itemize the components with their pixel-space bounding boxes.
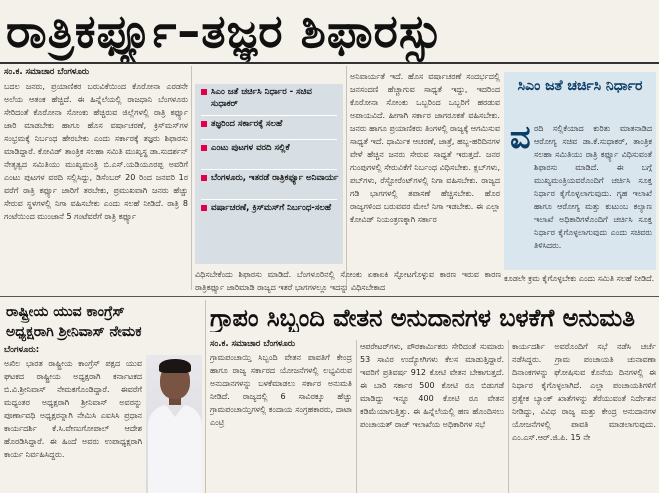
main-byline: ಸಂ.ಕ. ಸಮಾಚಾರ ಬೆಂಗಳೂರು — [4, 67, 90, 77]
column-divider — [356, 340, 357, 493]
side-story-body: ರದಿ ಸಲ್ಲಿಕೆಯಾದ ಕುರಿತು ಮಾತನಾಡಿದ ಆರೋಗ್ಯ ಸಚಿವ ಡಾ.ಕೆ.ಸುಧಾಕರ್, ತಾಂತ್ರಿಕ ಸಲಹಾ ಸಮಿತಿಯು ರಾತ್ರಿ ಕರ್ಫ್ಯೂ ವಿಧಿಸುವಂತೆ ಶಿಫಾರಸು ಮಾಡಿದೆ. ಈ ಬಗ್ಗೆ ಮುಖ್ಯಮಂತ್ರಿಯವರೊಂದಿಗೆ ಚರ್ಚಿಸಿ ಸೂಕ್ತ ನಿರ್ಧಾರ ಕೈಗೊಳ್ಳಲಾಗುವುದು. ಗೃಹ ಇಲಾಖೆ ಹಾಗೂ ಆರೋಗ್ಯ ಮತ್ತು ಕುಟುಂಬ ಕಲ್ಯಾಣ ಇಲಾಖೆ ಅಧಿಕಾರಿಗಳೊಂದಿಗೆ ಚರ್ಚಿಸಿ ಸೂಕ್ತ ನಿರ್ಧಾರ ಕೈಗೊಳ್ಳಲಾಗುವುದು ಎಂದು ಸಚಿವರು ತಿಳಿಸಿದರು. — [534, 124, 652, 250]
bullet-square-icon — [201, 175, 207, 181]
side-story-footer: ಕೂಡಲೇ ಕ್ರಮ ಕೈಗೊಳ್ಳಬೇಕು ಎಂದು ಸಮಿತಿ ಸಲಹೆ ನೀಡಿದೆ. — [504, 274, 655, 283]
bullet-square-icon — [201, 205, 207, 211]
headline-rule — [0, 62, 659, 64]
youth-headline-line1: ರಾಷ್ಟ್ರೀಯ ಯುವ ಕಾಂಗ್ರೆಸ್ — [6, 304, 125, 320]
section-rule — [0, 296, 659, 297]
highlights-box — [195, 84, 343, 264]
grama-byline: ಸಂ.ಕ. ಸಮಾಚಾರ ಬೆಂಗಳೂರು — [210, 339, 296, 349]
portrait-photo — [146, 355, 202, 493]
drop-cap: ವ — [510, 118, 531, 156]
grama-story-col2: ಆಪರೇಟರ್‌ಗಳು, ಪೌರಕಾರ್ಮಿಕರು ಸೇರಿದಂತೆ ಸುಮಾರು 53 ಸಾವಿರ ಉದ್ಯೋಗಿಗಳು ಕೆಲಸ ಮಾಡುತ್ತಿದ್ದಾರೆ. ಇವರಿಗೆ ಪ್ರತಿವರ್ಷ 912 ಕೋಟಿ ವೇತನ ಬೇಕಾಗುತ್ತದೆ. ಈ ಬಾರಿ ಸರ್ಕಾರ 500 ಕೋಟಿ ರೂ ಬಿಡುಗಡೆ ಮಾಡಿದ್ದು ಇನ್ನೂ 400 ಕೋಟಿ ರೂ ವೇತನ ಕಡಿಮೆಯಾಗುತ್ತಿತ್ತು. ಈ ಹಿನ್ನೆಲೆಯಲ್ಲಿ ಹಣ ಹೊಂದಿಸಲು ಪಂಚಾಯತ್ ರಾಜ್ ಇಲಾಖೆಯ ಅಧಿಕಾರಿಗಳ ಸಭೆ — [360, 342, 504, 429]
bullet-square-icon — [201, 121, 207, 127]
bullet-square-icon — [201, 145, 207, 151]
bullet-square-icon — [201, 89, 207, 95]
side-story-box — [504, 72, 656, 270]
highlight-item: ವರ್ಷಾಚರಣೆ, ಕ್ರಿಸ್‌ಮಸ್‌ಗೆ ನಿರ್ಬಂಧ-ಸಲಹೆ — [195, 202, 343, 230]
main-story-col3: ಅನಿವಾರ್ಯತೆ ಇದೆ. ಹೊಸ ವರ್ಷಾಚರಣೆ ಸಂದರ್ಭದಲ್ಲಿ ಜನಸಂದಣಿ ಹೆಚ್ಚಾಗುವ ಸಾಧ್ಯತೆ ಇದ್ದು, ಇದರಿಂದ ಕೊರೋನಾ ಸೋಂಕು ಒಬ್ಬರಿಂದ ಒಬ್ಬರಿಗೆ ಹರಡುವ ಅಪಾಯವಿದೆ. ಹೀಗಾಗಿ ಸರ್ಕಾರ ಜಾಗರೂಕತೆ ವಹಿಸಬೇಕು. ಜನರು ಹಾಗೂ ಪ್ರಯಾಣಿಕರು ತಿಂಗಳಲ್ಲಿ ರಾಜ್ಯಕ್ಕೆ ಆಗಮಿಸುವ ಸಾಧ್ಯತೆ ಇದೆ. ಧಾರ್ಮಿಕ ಆಚರಣೆ, ಜಾತ್ರೆ, ಹಬ್ಬ-ಹರಿದಿನಗಳ ವೇಳೆ ಹೆಚ್ಚಿನ ಜನರು ಸೇರುವ ಸಾಧ್ಯತೆ ಇರುತ್ತದೆ. ಜನರ ಗುಂಪುಗಳಲ್ಲಿ ಸೇರುವಿಕೆಗೆ ನಿರ್ಬಂಧ ವಿಧಿಸಬೇಕು. ಕ್ಲಬ್‌ಗಳು, ಪಬ್‌ಗಳು, ರೆಸ್ಟೋರೆಂಟ್‌ಗಳಲ್ಲಿ ನಿಗಾ ವಹಿಸಬೇಕು. ರಾಜ್ಯದ ಗಡಿ ಭಾಗಗಳಲ್ಲಿ ತಪಾಸಣೆ ಹೆಚ್ಚಿಸಬೇಕು. ಹೊರ ರಾಜ್ಯಗಳಿಂದ ಬರುವವರ ಮೇಲೆ ನಿಗಾ ಇಡಬೇಕು. ಈ ಎಲ್ಲಾ ಕೋವಿಡ್ ನಿಯಂತ್ರಣಕ್ಕಾಗಿ ಸರ್ಕಾರ — [350, 72, 500, 224]
youth-byline: ಬೆಂಗಳೂರು: — [4, 345, 40, 355]
grama-headline: ಗ್ರಾಪಂ ಸಿಬ್ಬಂದಿ ವೇತನ ಅನುದಾನಗಳ ಬಳಕೆಗೆ ಅನುಮತಿ — [210, 304, 635, 332]
side-story-headline: ಸಿಎಂ ಜತೆ ಚರ್ಚಿಸಿ ನಿರ್ಧಾರ — [517, 78, 643, 94]
column-divider — [346, 66, 347, 290]
column-divider — [191, 66, 192, 290]
main-story-continued: ವಿಧಿಸಬೇಕೆಂದು ಶಿಫಾರಸು ಮಾಡಿದೆ. ಬೆಂಗಳೂರಿನಲ್ಲಿ ಸೋಂಕು ಏಕಾಏಕಿ ಸ್ಫೋಟಗೊಳ್ಳುವ ಕಾರಣ ಇರುವ ಕಾರಣ ರಾತ್ರಿಕರ್ಫ್ಯೂ ಜಾರಿಮಾಡಿ ರಾಜ್ಯದ ಇತರೆ ಭಾಗಗಳಲ್ಲೂ ಇದನ್ನು ವಿಧಿಸಬೇಕಾದ — [195, 270, 501, 292]
highlight-item: ತಜ್ಞರಿಂದ ಸರ್ಕಾರಕ್ಕೆ ಸಲಹೆ — [195, 118, 343, 140]
highlight-item: ಎಂಟು ಪುಟಗಳ ವರದಿ ಸಲ್ಲಿಕೆ — [195, 142, 343, 170]
youth-headline-line2: ಅಧ್ಯಕ್ಷರಾಗಿ ಶ್ರೀನಿವಾಸ್ ನೇಮಕ — [6, 324, 142, 340]
grama-story-col3: ಕಾರ್ಯದರ್ಶಿ ಅವರೊಂದಿಗೆ ಸಭೆ ನಡೆಸಿ ಚರ್ಚೆ ನಡೆಸಿದ್ದರು. ಗ್ರಾಮ ಪಂಚಾಯತಿ ಚುನಾವಣಾ ದಿನಾಂಕಗಳನ್ನು ಘೋಷಿಸುವ ಕೊನೆಯ ದಿನಗಳಲ್ಲಿ ಈ ನಿರ್ಧಾರ ಕೈಗೊಳ್ಳಲಾಗಿದೆ. ಎಲ್ಲಾ ಪಂಚಾಯತಿಗಳಿಗೆ ಪ್ರತ್ಯೇಕ ಬ್ಯಾಂಕ್ ಖಾತೆಗಳನ್ನು ತೆರೆಯುವಂತೆ ನಿರ್ದೇಶನ ನೀಡಿದ್ದು, ವಿವಿಧ ರಾಜ್ಯ ಮತ್ತು ಕೇಂದ್ರ ಅನುದಾನಗಳ ಯೋಜನೆಗಳಲ್ಲಿ ಪಾವತಿ ಮಾಡಲಾಗುವುದು. ಎಂ.ಎಸ್.ಆರ್.ಜಿ.ಪಿ. 15 ನೇ — [512, 342, 656, 442]
main-headline: ರಾತ್ರಿಕರ್ಫ್ಯೂ–ತಜ್ಞರ ಶಿಫಾರಸ್ಸು — [6, 4, 444, 58]
column-divider — [205, 300, 206, 493]
main-story-col1: ಬದಲ ಜನರು, ಪ್ರಯಾಣಿಕರ ಬರುವಿಕೆಯಿಂದ ಕೊರೋನಾ ಎರಡನೇ ಅಲೆಯ ಆತಂಕ ಹೆಚ್ಚಿದೆ. ಈ ಹಿನ್ನೆಲೆಯಲ್ಲಿ ರಾಜಧಾನಿ ಬೆಂಗಳೂರು ಸೇರಿದಂತೆ ಕೊರೋನಾ ಸೋಂಕು ಹೆಚ್ಚಿರುವ ಜಿಲ್ಲೆಗಳಲ್ಲಿ ರಾತ್ರಿ ಕರ್ಫ್ಯೂ ಜಾರಿ ಮಾಡಬೇಕು ಹಾಗೂ ಹೊಸ ವರ್ಷಾಚರಣೆ, ಕ್ರಿಸ್‌ಮಸ್‌ಗಳ ಸಂಭ್ರಮಕ್ಕೆ ನಿರ್ಬಂಧ ಹೇರಬೇಕು ಎಂದು ಸರ್ಕಾರಕ್ಕೆ ತಜ್ಞರು ಶಿಫಾರಸು ಮಾಡಿದ್ದಾರೆ. ಕೋವಿಡ್ ತಾಂತ್ರಿಕ ಸಲಹಾ ಸಮಿತಿ ಮುಖ್ಯಸ್ಥ ಡಾ.ಸುದರ್ಶನ್ ನೇತೃತ್ವದ ಸಮಿತಿಯು ಮುಖ್ಯಮಂತ್ರಿ ಬಿ.ಎಸ್.ಯಡಿಯೂರಪ್ಪ ಅವರಿಗೆ ಎಂಟು ಪುಟಗಳ ವರದಿ ಸಲ್ಲಿಸಿದ್ದು, ಡಿಸೆಂಬರ್ 20 ರಿಂದ ಜನವರಿ 1ರ ವರೆಗೆ ರಾತ್ರಿ ಕರ್ಫ್ಯೂ ಜಾರಿಗೆ ತರಬೇಕು, ಪ್ರಮುಖವಾಗಿ ಜನರು ಹೆಚ್ಚು ಸೇರುವ ಸ್ಥಳಗಳಲ್ಲಿ ನಿಗಾ ವಹಿಸಬೇಕು ಎಂದು ಸಲಹೆ ನೀಡಿದೆ. ರಾತ್ರಿ 8 ಗಂಟೆಯಿಂದ ಮುಂಜಾನೆ 5 ಗಂಟೆವರೆಗೆ ರಾತ್ರಿ ಕರ್ಫ್ಯೂ — [4, 82, 188, 221]
grama-story-col1: ಗ್ರಾಮಪಂಚಾಯ್ತಿ ಸಿಬ್ಬಂದಿ ವೇತನ ಪಾವತಿಗೆ ಕೇಂದ್ರ ಹಾಗೂ ರಾಜ್ಯ ಸರ್ಕಾರದ ಯೋಜನೆಗಳಲ್ಲಿ ಲಭ್ಯವಿರುವ ಅನುದಾನಗಳನ್ನು ಬಳಕೆಮಾಡಲು ಸರ್ಕಾರ ಅನುಮತಿ ನೀಡಿದೆ. ರಾಜ್ಯದಲ್ಲಿ 6 ಸಾವಿರಕ್ಕೂ ಹೆಚ್ಚು ಗ್ರಾಮಪಂಚಾಯ್ತಿಗಳಲ್ಲಿ ಕಂದಾಯ ಸಂಗ್ರಹಕಾರರು, ದಾಟಾ ಎಂಟ್ರಿ — [210, 353, 352, 427]
highlight-item: ಬೆಂಗಳೂರು, ಇತರಡೆ ರಾತ್ರಿಕರ್ಫ್ಯೂ ಅನಿವಾರ್ಯ — [195, 172, 343, 200]
column-divider — [508, 340, 509, 493]
highlight-item: ಸಿಎಂ ಜತೆ ಚರ್ಚಿಸಿ ನಿರ್ಧಾರ - ಸಚಿವ ಸುಧಾಕರ್ — [195, 86, 343, 116]
youth-story-body: ಅಖಿಲ ಭಾರತ ರಾಷ್ಟ್ರೀಯ ಕಾಂಗ್ರೆಸ್ ಪಕ್ಷದ ಯುವ ಘಟಕದ ರಾಷ್ಟ್ರೀಯ ಅಧ್ಯಕ್ಷರಾಗಿ ಕರ್ನಾಟಕದ ಬಿ.ವಿ.ಶ್ರೀನಿವಾಸ್ ನೇಮಕಗೊಂಡಿದ್ದಾರೆ. ಈವರೆಗೆ ಮಧ್ಯಂತರ ಅಧ್ಯಕ್ಷರಾಗಿ ಶ್ರೀನಿವಾಸ್ ಅವರನ್ನು ಪೂರ್ಣಾವಧಿ ಅಧ್ಯಕ್ಷರನ್ನಾಗಿ ನೇಮಿಸಿ ಎಐಸಿಸಿ ಪ್ರಧಾನ ಕಾರ್ಯದರ್ಶಿ ಕೆ.ಸಿ.ವೇಣುಗೋಪಾಲ್ ಆದೇಶ ಹೊರಡಿಸಿದ್ದಾರೆ. ಈ ಹಿಂದೆ ಅವರು ಉಪಾಧ್ಯಕ್ಷರಾಗಿ ಕಾರ್ಯ ನಿರ್ವಹಿಸಿದ್ದರು. — [4, 359, 142, 459]
